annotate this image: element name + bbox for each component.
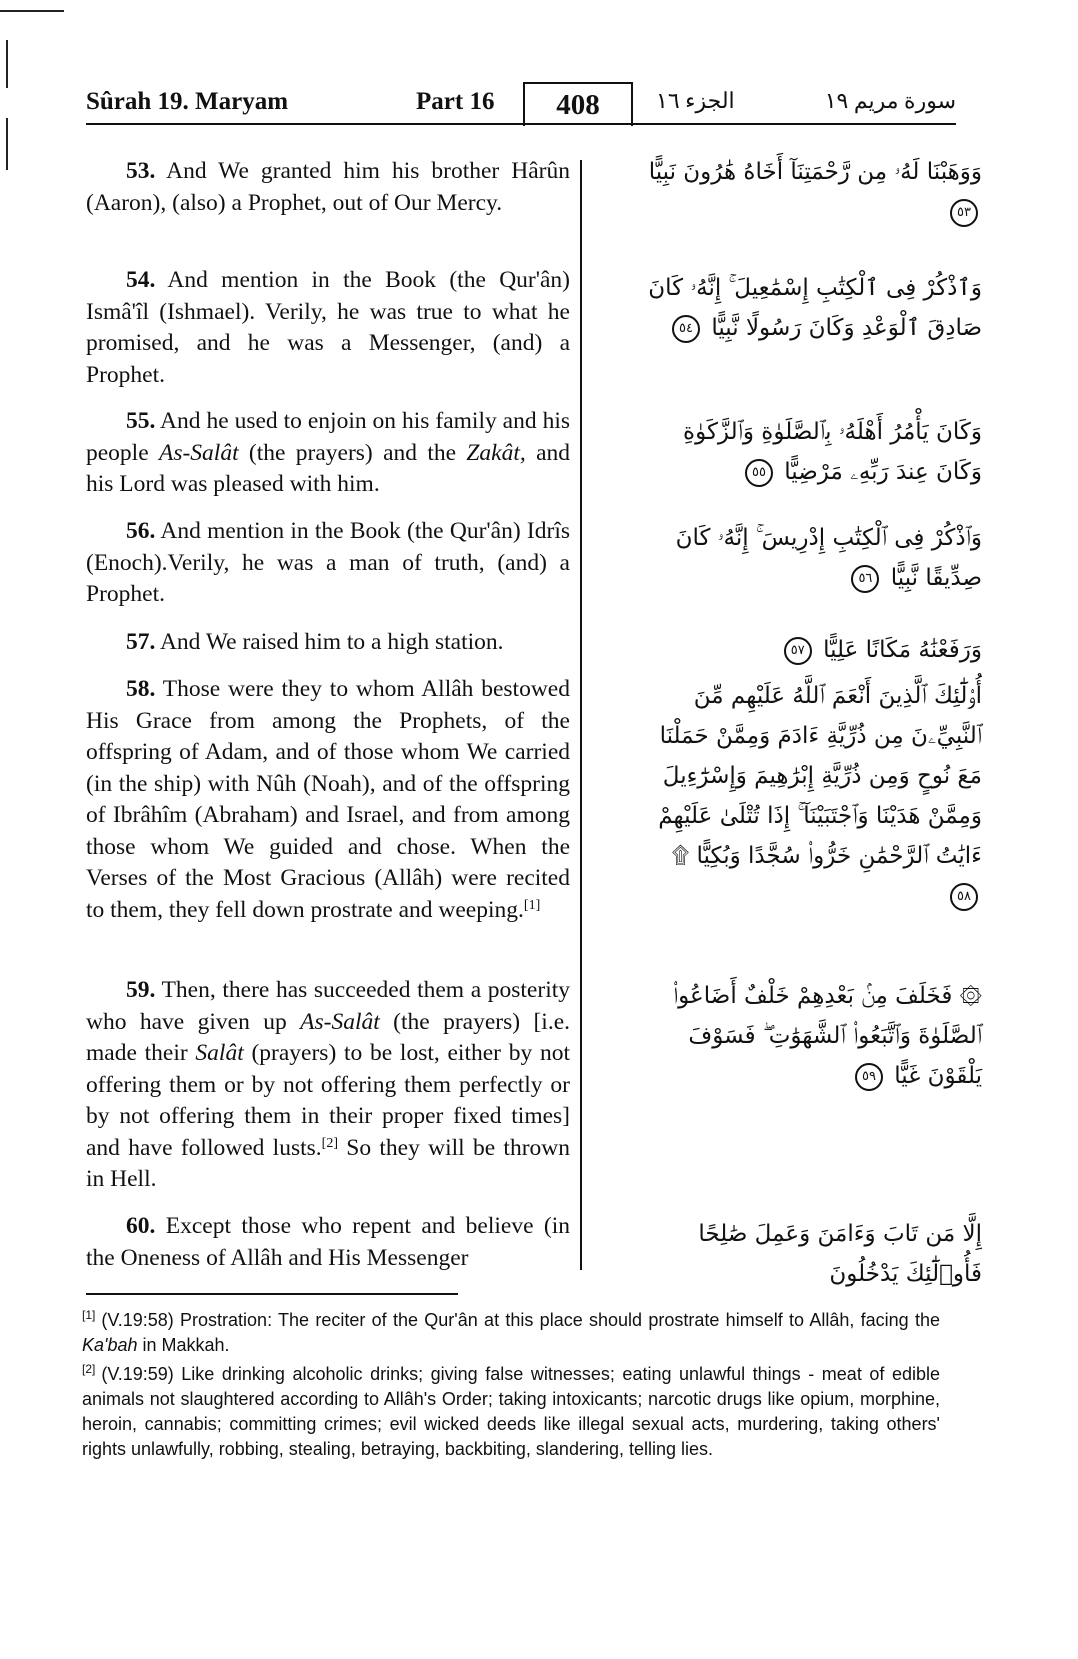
arabic-verse-60: [637, 1214, 982, 1294]
verse-text: [86, 406, 570, 501]
footnote-2: [82, 1362, 940, 1462]
verse-number: 59.: [126, 977, 156, 1003]
text-run: (V.19:59) Like drinking alcoholic drinks; giving false witnesses; eating unlawful things - meat of edible animals not slaughtered according to Allâh's Order; taking intoxicants; narcotic drugs like opium, morphine, heroin, cannabis; committing crimes; evil wicked deeds like illegal sexual acts, murdering, taking others' rights unlawfully, robbing, stealing, betraying, backbiting, slandering, telling lies.: [82, 1364, 940, 1459]
page-number-box: [523, 82, 633, 126]
verse-55: [86, 406, 570, 501]
verse-54: [86, 265, 570, 391]
text-run: (the prayers) and the: [238, 439, 467, 466]
italic-term: As-Salât: [300, 1008, 380, 1035]
arabic-text: وَٱذْكُرْ فِى ٱلْكِتَٰبِ إِدْرِيسَ ۚ إِنَّهُۥ كَانَ صِدِّيقًا نَّبِيًّا: [675, 525, 982, 591]
text-run: And mention in the Book (the Qur'ân) Ismâ'îl (Ishmael). Verily, he was true to what he promised, and he was a Messenger, (and) a Prophet.: [86, 267, 570, 388]
verse-number: 58.: [126, 676, 156, 702]
arabic-text: وَوَهَبْنَا لَهُۥ مِن رَّحْمَتِنَآ أَخَاهُ هَٰرُونَ نَبِيًّا: [648, 159, 982, 185]
arabic-verse-58: [637, 676, 982, 916]
footnote-marker: [1]: [82, 1308, 96, 1322]
verse-text: [86, 674, 570, 926]
footnote-marker: [2]: [82, 1362, 96, 1376]
arabic-text: إِلَّا مَن تَابَ وَءَامَنَ وَعَمِلَ صَٰلِحًا فَأُو۟لَٰٓئِكَ يَدْخُلُونَ: [698, 1221, 982, 1287]
page-number: 408: [556, 89, 600, 121]
verse-60: [86, 1211, 570, 1274]
header-rule: [86, 123, 956, 125]
arabic-surah-title: سورة مريم ١٩: [824, 88, 956, 113]
text-run: Those were they to whom Allâh bestowed His Grace from among the Prophets, of the offspring of Adam, and of those whom We carried (in the ship) with Nûh (Noah), and of the offspring of Ibrâhîm (Abraham) and Israel, and from among those whom We guided and chose. When the Verses of the Most Gracious (Allâh) were recited to them, they fell down prostrate and weeping.: [86, 676, 570, 923]
verse-number: 57.: [126, 629, 156, 655]
text-run: (the prayers) [i.e. made their: [86, 1008, 570, 1066]
ayah-number-marker: ٥٩: [855, 1063, 883, 1091]
footnote-1: [82, 1308, 940, 1358]
ayah-number-marker: ٥٣: [950, 199, 978, 227]
verse-text: [86, 156, 570, 219]
verse-53: [86, 156, 570, 219]
text-run: Then, there has succeeded them a posterity who have given up: [86, 977, 570, 1035]
footnote-rule: [86, 1293, 458, 1295]
surah-title: Sûrah 19. Maryam: [86, 88, 289, 115]
crop-mark-top: [0, 10, 64, 12]
verse-58: [86, 674, 570, 926]
verse-59: [86, 975, 570, 1196]
column-divider: [580, 160, 582, 1270]
verse-number: 56.: [126, 518, 156, 544]
crop-mark-left-lower: [6, 118, 8, 170]
ayah-number-marker: ٥٤: [672, 315, 700, 343]
text-run: and his Lord was pleased with him.: [86, 439, 570, 497]
italic-term: Ka'bah: [82, 1335, 138, 1355]
verse-text: [86, 265, 570, 391]
text-run: So they will be thrown in Hell.: [86, 1134, 570, 1192]
ayah-number-marker: ٥٧: [784, 637, 812, 665]
arabic-part-label: الجزء ١٦: [656, 88, 735, 113]
arabic-verse-54: [637, 268, 982, 348]
italic-term: Zakât,: [466, 439, 526, 466]
footnote-ref: [1]: [523, 897, 541, 913]
arabic-verse-55: [637, 412, 982, 492]
part-label: Part 16: [416, 88, 495, 115]
ayah-number-marker: ٥٦: [851, 565, 879, 593]
verse-number: 54.: [126, 267, 156, 293]
crop-mark-left-upper: [6, 40, 8, 88]
arabic-text: ۞ فَخَلَفَ مِنۢ بَعْدِهِمْ خَلْفٌ أَضَاعُوا۟ ٱلصَّلَوٰةَ وَٱتَّبَعُوا۟ ٱلشَّهَوَٰتِ ۖ فَسَوْفَ يَلْقَوْنَ غَيًّا: [672, 983, 982, 1089]
verse-text: [86, 627, 570, 659]
verse-text: [86, 1211, 570, 1274]
arabic-text: وَرَفَعْنَٰهُ مَكَانًا عَلِيًّا: [823, 637, 982, 663]
verse-text: [86, 516, 570, 611]
verse-57: [86, 627, 570, 659]
text-run: (prayers) to be lost, either by not offering them or by not offering them perfectly or by not offering them in their proper fixed times] and have followed lusts.: [86, 1040, 570, 1161]
footnotes: [82, 1308, 940, 1466]
text-run: in Makkah.: [137, 1335, 230, 1355]
text-run: And he used to enjoin on his family and his people: [86, 408, 570, 466]
arabic-text: وَكَانَ يَأْمُرُ أَهْلَهُۥ بِٱلصَّلَوٰةِ وَٱلزَّكَوٰةِ وَكَانَ عِندَ رَبِّهِۦ مَرْضِيًّا: [683, 419, 982, 485]
page-header: [86, 84, 956, 134]
text-run: And We granted him his brother Hârûn (Aaron), (also) a Prophet, out of Our Mercy.: [86, 158, 570, 216]
arabic-verse-53: [637, 152, 982, 232]
arabic-verse-56: [637, 518, 982, 598]
verse-text: [86, 975, 570, 1196]
italic-term: As-Salât: [158, 439, 239, 466]
text-run: And We raised him to a high station.: [155, 629, 504, 655]
arabic-text: أُو۟لَٰٓئِكَ ٱلَّذِينَ أَنْعَمَ ٱللَّهُ عَلَيْهِم مِّنَ ٱلنَّبِيِّۦنَ مِن ذُرِّيَّةِ ءَادَمَ وَمِمَّنْ حَمَلْنَا مَعَ نُوحٍ وَمِن ذُرِّيَّةِ إِبْرَٰهِيمَ وَإِسْرَٰٓءِيلَ وَمِمَّنْ هَدَيْنَا وَٱجْتَبَيْنَآ ۚ إِذَا تُتْلَىٰ عَلَيْهِمْ ءَايَٰتُ ٱلرَّحْمَٰنِ خَرُّوا۟ سُجَّدًا وَبُكِيًّا ۩: [658, 683, 982, 869]
verse-number: 60.: [126, 1213, 156, 1239]
ayah-number-marker: ٥٨: [950, 883, 978, 911]
arabic-verse-59: [637, 976, 982, 1096]
italic-term: Salât: [195, 1040, 244, 1066]
arabic-verse-57: [637, 630, 982, 670]
ayah-number-marker: ٥٥: [745, 459, 773, 487]
text-run: And mention in the Book (the Qur'ân) Idrîs (Enoch).Verily, he was a man of truth, (and) a Prophet.: [86, 518, 570, 607]
verse-number: 53.: [126, 158, 156, 184]
verse-number: 55.: [126, 408, 156, 434]
text-run: Except those who repent and believe (in the Oneness of Allâh and His Messenger: [86, 1213, 570, 1271]
verse-56: [86, 516, 570, 611]
text-run: (V.19:58) Prostration: The reciter of the Qur'ân at this place should prostrate himself to Allâh, facing the: [101, 1310, 940, 1330]
footnote-ref: [2]: [321, 1135, 338, 1151]
arabic-text: وَٱذْكُرْ فِى ٱلْكِتَٰبِ إِسْمَٰعِيلَ ۚ إِنَّهُۥ كَانَ صَادِقَ ٱلْوَعْدِ وَكَانَ رَسُولًا نَّبِيًّا: [648, 275, 982, 341]
